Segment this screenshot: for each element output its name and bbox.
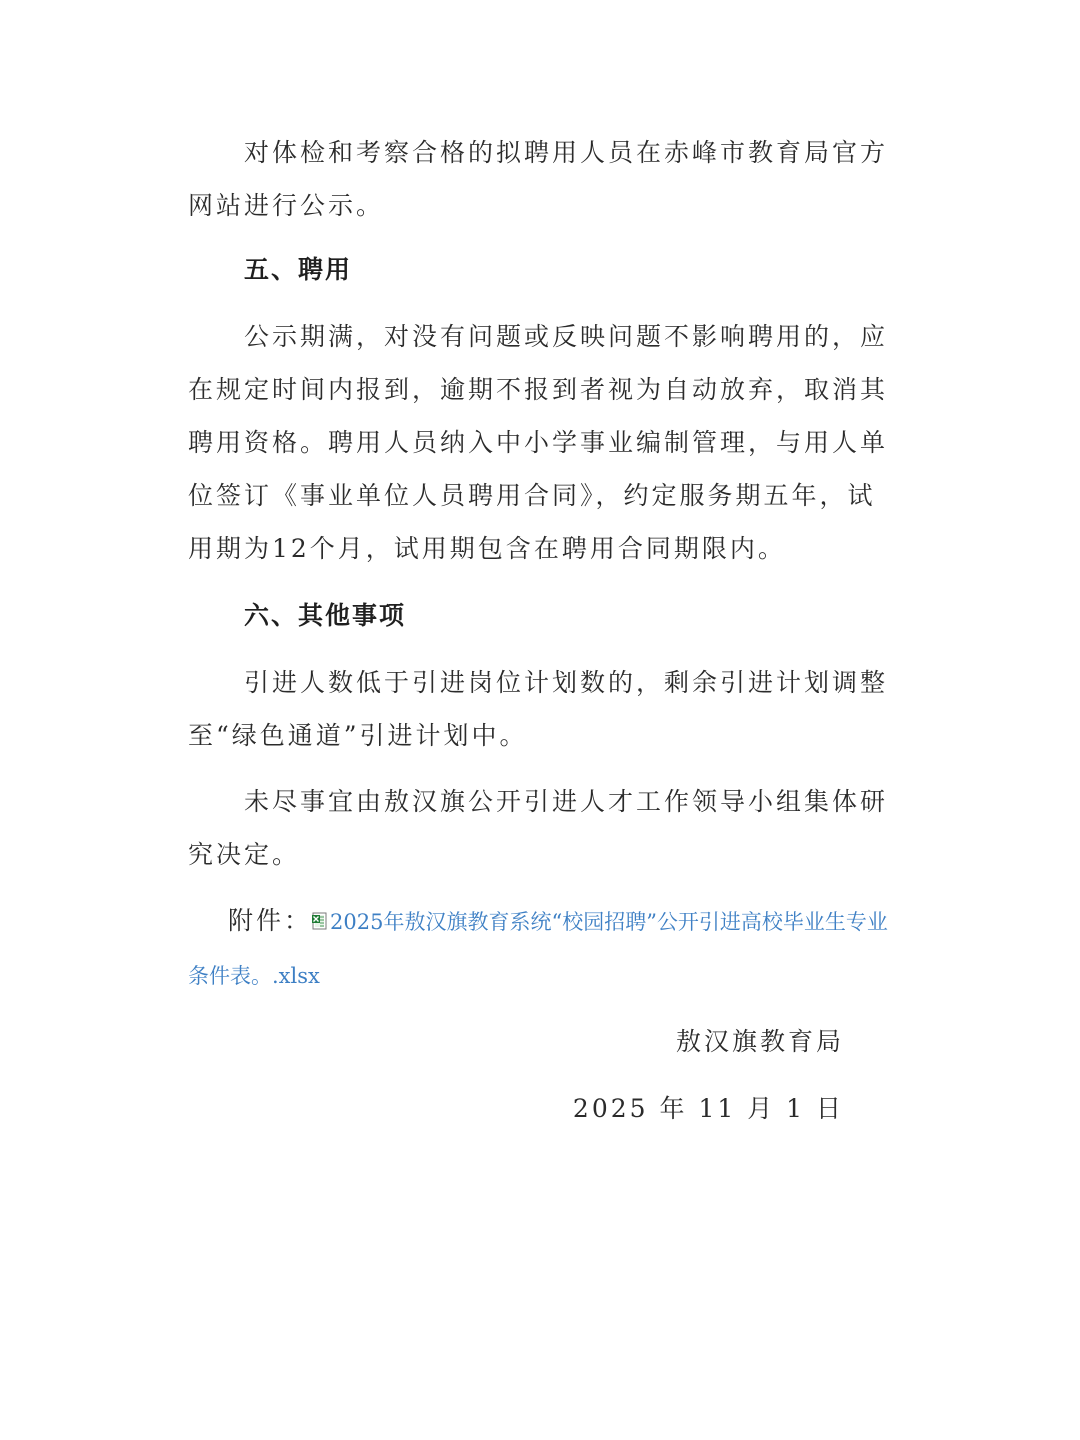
paragraph-plan-adjustment: 引进人数低于引进岗位计划数的，剩余引进计划调整至“绿色通道”引进计划中。 (188, 668, 889, 750)
paragraph-employment: 公示期满，对没有问题或反映问题不影响聘用的，应在规定时间内报到，逾期不报到者视为自动放弃，取消其聘用资格。聘用人员纳入中小学事业编制管理，与用人单位签订《事业单位人员聘用合同》，约定服务期五年，试用期为12个月，试用期包含在聘用合同期限内。 (188, 322, 889, 563)
section-heading-employment: 五、聘用 (244, 255, 353, 284)
attachment-file-link[interactable]: 2025年敖汉旗教育系统“校园招聘”公开引进高校毕业生专业条件表。.xlsx (188, 910, 888, 988)
signature-date: 2025 年 11 月 1 日 (572, 1094, 844, 1123)
excel-file-icon (312, 896, 328, 914)
section-heading-other-matters: 六、其他事项 (244, 601, 407, 630)
paragraph-final-decision: 未尽事宜由敖汉旗公开引进人才工作领导小组集体研究决定。 (188, 787, 889, 869)
attachment-label: 附件： (228, 906, 313, 935)
signature-organization: 敖汉旗教育局 (675, 1027, 844, 1056)
attachment-line (188, 894, 904, 1003)
paragraph-public-notice: 对体检和考察合格的拟聘用人员在赤峰市教育局官方网站进行公示。 (188, 138, 889, 220)
